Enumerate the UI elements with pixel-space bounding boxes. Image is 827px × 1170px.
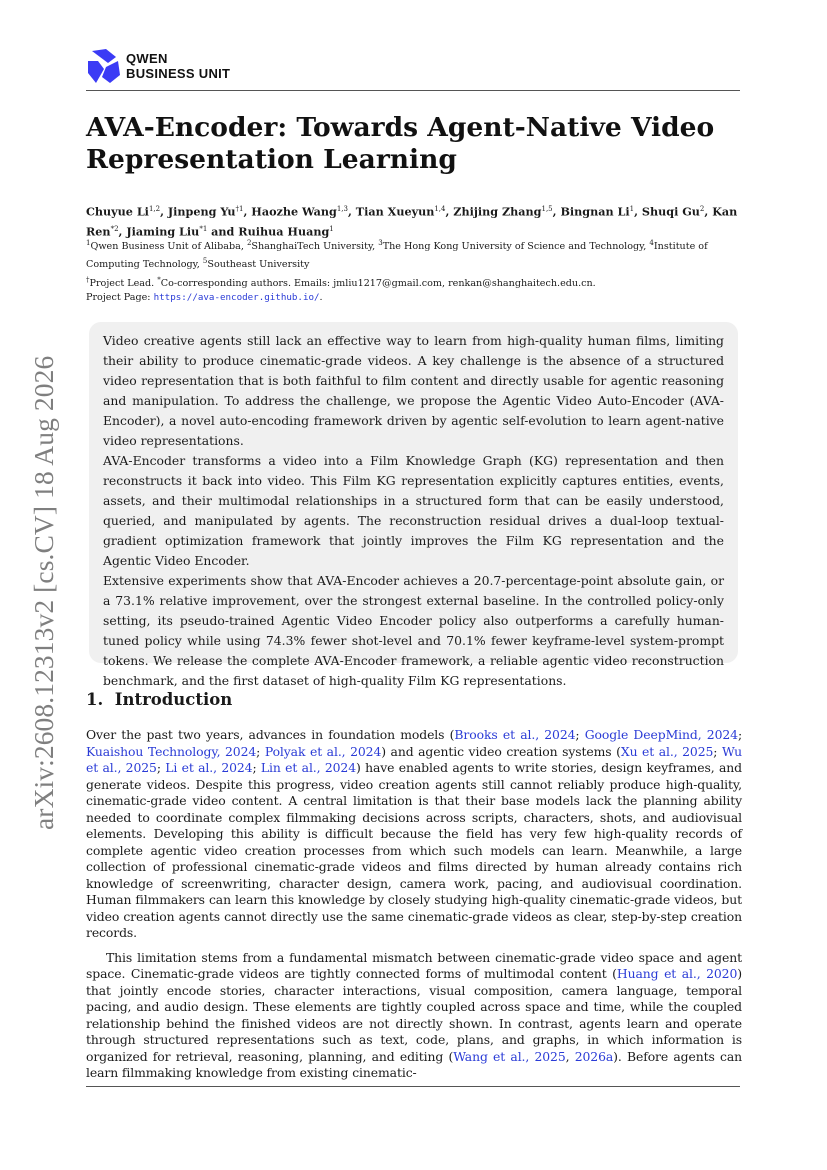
affiliation-mark: 5 — [202, 257, 208, 266]
logo-line-2: BUSINESS UNIT — [126, 66, 231, 81]
author-name: Bingnan Li — [560, 204, 630, 219]
citation-link[interactable]: Huang et al., 2020 — [616, 966, 738, 981]
author-name: Jiaming Liu — [126, 224, 200, 239]
citation-link[interactable]: Wu et al., 2025 — [86, 743, 742, 775]
author-affiliation-mark: 1,5 — [541, 205, 553, 213]
abstract-paragraph: Extensive experiments show that AVA-Encoder achieves a 20.7-percentage-point absolute gain, or a 73.1% relative improvement, over the strongest external baseline. In the controlled policy-only setting, its pseudo-trained Agentic Video Encoder policy also outperforms a carefully human-tuned policy while using 74.3% fewer shot-level and 70.1% fewer keyframe-level system-prompt tokens. We release the complete AVA-Encoder framework, a reliable agentic video reconstruction benchmark, and the first dataset of high-quality Film KG representations. — [103, 573, 724, 688]
arxiv-watermark[interactable]: arXiv:2608.12313v2 [cs.CV] 18 Aug 2026 — [28, 355, 59, 830]
author-name: Zhijing Zhang — [453, 204, 542, 219]
author-affiliation-mark: *2 — [110, 224, 119, 233]
affiliation-name: Qwen Business Unit of Alibaba — [90, 241, 241, 253]
author-affiliation-mark: 1 — [329, 224, 334, 233]
affiliation-name: ShanghaiTech University — [251, 241, 373, 253]
section-heading: 1. Introduction — [86, 690, 233, 709]
body-text — [86, 727, 742, 1090]
affiliation-name: The Hong Kong University of Science and Technology — [382, 241, 644, 253]
paper-title: AVA-Encoder: Towards Agent-Native Video Representation Learning — [86, 112, 715, 175]
abstract-paragraph: Video creative agents still lack an effective way to learn from high-quality human films, limiting their ability to produce cinematic-grade videos. A key challenge is the absence of a structured video representation that is both faithful to film content and directly usable for agentic reasoning and manipulation. To address the challenge, we propose the Agentic Video Auto-Encoder (AVA-Encoder), a novel auto-encoding framework driven by agentic self-evolution to learn agent-native video representations. — [103, 333, 724, 448]
affiliation-name: Southeast University — [207, 259, 310, 271]
affiliation-mark: 2 — [246, 239, 252, 247]
body-paragraph: This limitation stems from a fundamental mismatch between cinematic-grade video space and agent space. Cinematic-grade videos are tightly connected forms of multimodal content (Huang et al., 2020) that jointly encode stories, character interactions, visual composition, camera language, temporal pacing, and audio design. These elements are tightly coupled across space and time, while the coupled relationship behind the finished videos are not directly shown. In contrast, agents learn and operate through structured representations such as text, code, plans, and graphs, in which information is organized for retrieval, reasoning, planning, and editing (Wang et al., 2025, 2026a). Before agents can learn filmmaking knowledge from existing cinematic- — [86, 949, 742, 1080]
affiliation-name: Institute of Computing Technology — [86, 241, 708, 271]
affiliation-mark: 1 — [86, 239, 91, 247]
author-affiliation-mark: 1,3 — [336, 205, 348, 213]
citation-link[interactable]: Google DeepMind, 2024 — [584, 727, 738, 742]
abstract-box — [89, 322, 738, 688]
header-rule — [86, 90, 740, 91]
citation-link[interactable]: Kuaishou Technology, 2024 — [86, 743, 257, 759]
citation-link[interactable]: Li et al., 2024 — [165, 760, 253, 775]
author-affiliation-mark: 1 — [629, 205, 635, 213]
abstract-paragraph: AVA-Encoder transforms a video into a Film Knowledge Graph (KG) representation and then reconstructs it back into video. This Film KG representation explicitly captures entities, events, assets, and their multimodal relationships in a structured form that can be easily understood, queried, and manipulated by agents. The reconstruction residual drives a dual-loop textual-gradient optimization framework that jointly improves the Film KG representation and the Agentic Video Encoder. — [103, 453, 724, 568]
citation-link[interactable]: Polyak et al., 2024 — [264, 743, 382, 759]
body-paragraph: Over the past two years, advances in foundation models (Brooks et al., 2024; Google DeepMind, 2024; Kuaishou Technology, 2024; Polyak et al., 2024) and agentic video creation systems (Xu et al., 2025; Wu et al., 2025; Li et al., 2024; Lin et al., 2024) have enabled agents to write stories, design keyframes, and generate videos. Despite this progress, video creation agents still cannot reliably produce high-quality, cinematic-grade video content. A central limitation is that their base models lack the planning ability needed to coordinate complex filmmaking decisions across scripts, characters, shots, and audiovisual elements. Developing this ability is difficult because the field has very few high-quality records of complete agentic video creation processes from which such models can learn. Meanwhile, a large collection of professional cinematic-grade videos and films directed by human already contains rich knowledge of screenwriting, character design, camera work, pacing, and audiovisual coordination. Human filmmakers can learn this knowledge by closely studying high-quality cinematic-grade videos, but video creation agents cannot directly use the same cinematic-grade videos as clear, step-by-step creation records. — [86, 727, 743, 940]
project-page-link[interactable]: https://ava-encoder.github.io/ — [153, 292, 320, 304]
citation-link[interactable]: Brooks et al., 2024 — [454, 727, 576, 742]
author-name: Shuqi Gu — [641, 204, 700, 219]
qwen-logo-icon — [86, 47, 122, 85]
author-affiliation-mark: †1 — [235, 205, 244, 213]
affiliation-list: $^1$Qwen Business Unit of Alibaba, $^2$ShanghaiTech University, $^3$The Hong Kong University of Science and Technology, $^4$Institute of Computing Technology, $^5$Southeast University — [86, 239, 708, 271]
author-affiliation-mark: 2 — [699, 205, 705, 213]
affiliation-mark: 4 — [649, 239, 654, 247]
author-name: Jinpeng Yu — [167, 204, 236, 219]
author-name: Kan Ren — [86, 204, 738, 239]
project-page-line: Project Page: https://ava-encoder.github.io/. — [86, 292, 323, 304]
author-affiliation-mark: 1,2 — [148, 205, 161, 213]
author-affiliation-mark: *1 — [199, 224, 208, 233]
qwen-logo — [86, 47, 230, 85]
author-name: Chuyue Li — [86, 204, 149, 219]
author-name: Haozhe Wang — [251, 204, 337, 219]
logo-line-1: QWEN — [126, 51, 168, 66]
author-name: Ruihua Huang — [238, 224, 330, 239]
author-affiliation-mark: 1,4 — [434, 205, 446, 213]
author-list: Chuyue Li$^{1,2}$, Jinpeng Yu$^{\dagger 1}$, Haozhe Wang$^{1,3}$, Tian Xueyun$^{1,4}$, Zhijing Zhang$^{1,5}$, Bingnan Li$^1$, Shuqi Gu$^2$, Kan Ren$^{*2}$, Jiaming Liu$^{*1}$ and Ruihua Huang$^1$ — [86, 204, 738, 239]
citation-link[interactable]: Lin et al., 2024 — [260, 760, 356, 775]
footer-rule — [86, 1086, 740, 1087]
affiliation-mark: 3 — [378, 239, 383, 247]
citation-link[interactable]: Wang et al., 2025 — [453, 1048, 566, 1064]
contact-info — [86, 273, 742, 305]
author-name: Tian Xueyun — [355, 204, 435, 219]
citation-link[interactable]: 2026a — [574, 1048, 614, 1064]
citation-link[interactable]: Xu et al., 2025 — [620, 743, 714, 759]
contact-line: †Project Lead. *Co-corresponding authors. Emails: jmliu1217@gmail.com, renkan@shanghaitech.edu.cn. — [86, 276, 596, 290]
